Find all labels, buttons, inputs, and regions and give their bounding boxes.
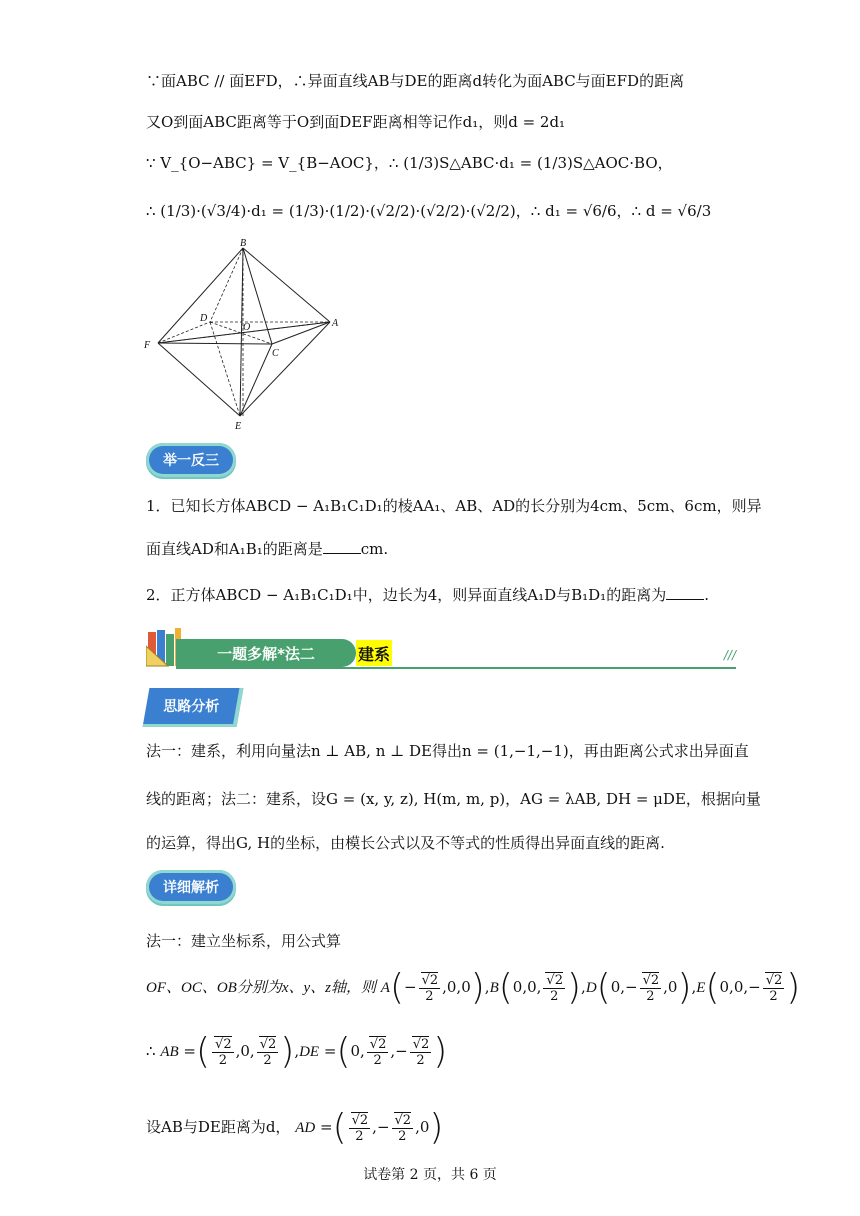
vertex-label-f: F xyxy=(144,340,151,351)
text-line-4: ∴ (1/3)·(√3/4)·d₁ = (1/3)·(1/2)·(√2/2)·(√2/2)·(√2/2)，∴ d₁ = √6/6，∴ d = √6/3 xyxy=(146,202,712,220)
vertex-label-c: C xyxy=(272,348,279,359)
detail-line-3: ∴ AB =( $\frac{√2}{2}$ ,0, $\frac{√2}{2}$ ),DE =(0, $\frac{√2}{2}$ ,− $\frac{√2}{2}$ ) xyxy=(146,1031,448,1072)
vertex-label-d: D xyxy=(200,313,208,324)
exercise-1-line-2 xyxy=(146,538,388,560)
exercise-1-text: 面直线AD和A₁B₁的距离是 xyxy=(146,540,323,558)
section-subtitle xyxy=(356,640,392,666)
practice-badge xyxy=(146,443,236,477)
text-line-1: ∵面ABC // 面EFD，∴异面直线AB与DE的距离d转化为面ABC与面EFD的距离 xyxy=(146,72,685,90)
answer-blank-2[interactable] xyxy=(666,585,704,600)
section-subtitle-text: 建系 xyxy=(358,644,391,664)
section-divider xyxy=(176,667,736,669)
analysis-badge-label: 思路分析 xyxy=(163,699,220,715)
analysis-badge xyxy=(143,688,244,727)
exercise-1-unit: cm. xyxy=(360,540,389,558)
exercise-2-text: 2．正方体ABCD − A₁B₁C₁D₁中，边长为4，则异面直线A₁D与B₁D₁的距离为 xyxy=(146,586,667,604)
analysis-line-3: 的运算，得出G, H的坐标，由模长公式以及不等式的性质得出异面直线的距离. xyxy=(146,834,665,852)
detail-badge-label: 详细解析 xyxy=(163,880,219,896)
page-footer: 试卷第 2 页，共 6 页 xyxy=(363,1167,497,1183)
text-line-3: ∵ V_{O−ABC} = V_{B−AOC}，∴ (1/3)S△ABC·d₁ = (1/3)S△AOC·BO， xyxy=(146,154,673,172)
detail-line-2: OF、OC、OB分别为x、y、z轴，则 A(− $\frac{√2}{2}$ ,0,0),B(0,0, $\frac{√2}{2}$ ),D(0,− $\frac{√2}{2}$ ,0),E(0,0,− $\frac{√2}{2}$ ) xyxy=(146,967,801,1008)
practice-badge-label: 举一反三 xyxy=(163,453,219,469)
analysis-line-1: 法一：建系，利用向量法n ⊥ AB, n ⊥ DE得出n = (1,−1,−1)，再由距离公式求出异面直 xyxy=(146,742,749,760)
distance-text: 设AB与DE距离为d， xyxy=(146,1118,291,1136)
exercise-2-line xyxy=(146,584,709,606)
vertex-label-o: O xyxy=(243,322,251,333)
detail-line-4: 设AB与DE距离为d， AD =( $\frac{√2}{2}$ ,− $\frac{√2}{2}$ ,0) xyxy=(146,1107,444,1148)
detail-badge xyxy=(146,870,236,904)
therefore-symbol: ∴ xyxy=(146,1042,156,1060)
detail-line-1: 法一：建立坐标系，用公式算 xyxy=(146,932,342,950)
exercise-1-line-1: 1．已知长方体ABCD − A₁B₁C₁D₁的棱AA₁、AB、AD的长分别为4cm、5cm、6cm，则异 xyxy=(146,497,762,515)
octahedron-figure xyxy=(140,236,340,436)
section-header xyxy=(146,626,736,670)
section-title xyxy=(176,639,356,667)
section-end-mark: /// xyxy=(723,648,736,662)
analysis-line-2: 线的距离；法二：建系，设G = (x, y, z), H(m, m, p)，AG = λAB, DH = μDE，根据向量 xyxy=(146,790,761,808)
vertex-label-b: B xyxy=(240,238,247,249)
vertex-label-e: E xyxy=(235,421,242,432)
exercise-2-end: . xyxy=(704,586,709,604)
answer-blank-1[interactable] xyxy=(323,539,361,554)
text-line-2: 又O到面ABC距离等于O到面DEF距离相等记作d₁，则d = 2d₁ xyxy=(146,113,566,131)
axes-text: OF、OC、OB分别为x、y、z轴，则 xyxy=(146,980,376,996)
vertex-label-a: A xyxy=(332,318,339,329)
section-title-text: 一题多解*法二 xyxy=(217,644,315,663)
